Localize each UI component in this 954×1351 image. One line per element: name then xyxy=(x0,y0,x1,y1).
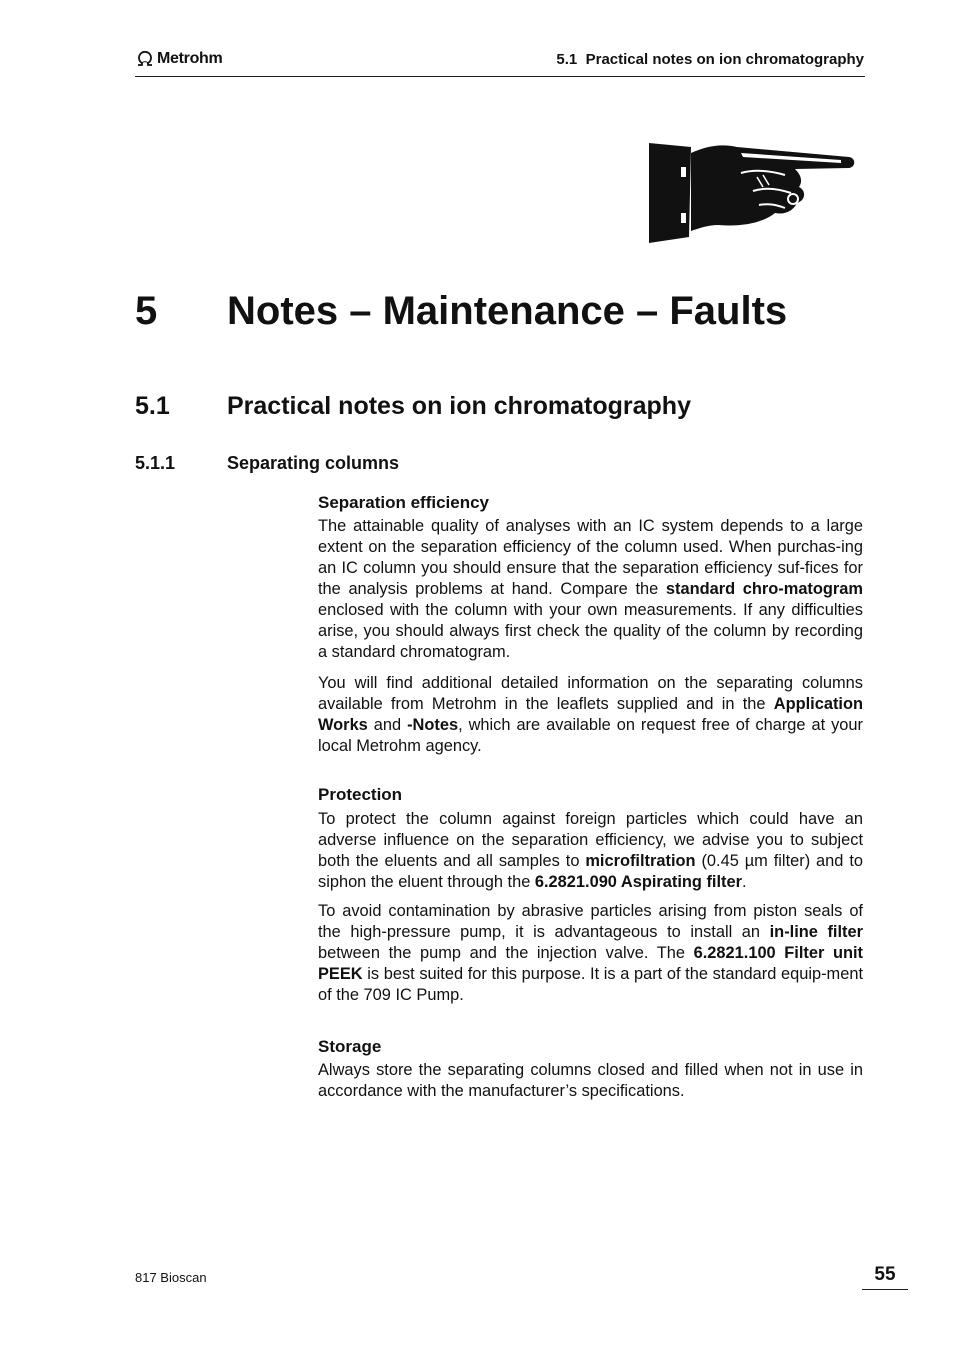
footer-product-name: 817 Bioscan xyxy=(135,1270,207,1285)
brand-name: Metrohm xyxy=(157,50,223,67)
subsection-title: Separating columns xyxy=(227,453,400,473)
separation-efficiency-paragraph-2: You will find additional detailed information on the separating columns available from Metrohm in the leaflets supplied and in the Application Works and -Notes, which are available on request free of charge at your local Metrohm agency. xyxy=(318,674,863,755)
brand-logo xyxy=(135,50,222,68)
section-number: 5.1 xyxy=(135,392,170,420)
separation-efficiency-heading: Separation efficiency xyxy=(318,493,490,512)
section-title: Practical notes on ion chromatography xyxy=(227,392,691,420)
protection-heading: Protection xyxy=(318,785,403,804)
storage-heading: Storage xyxy=(318,1037,382,1056)
chapter-title: Notes – Maintenance – Faults xyxy=(227,289,788,333)
running-header-title: 5.1 Practical notes on ion chromatography xyxy=(556,51,864,68)
chapter-number: 5 xyxy=(135,289,158,333)
subsection-number: 5.1.1 xyxy=(135,453,176,473)
pointing-hand-icon xyxy=(645,133,857,245)
page-number-underline xyxy=(862,1289,908,1290)
storage-paragraph: Always store the separating columns closed and filled when not in use in accordance with the manufacturer’s specifications. xyxy=(318,1061,863,1100)
separation-efficiency-paragraph-1: The attainable quality of analyses with an IC system depends to a large extent on the separation efficiency of the column used. When purchas-ing an IC column you should ensure that the separation efficiency suf-fices for the analysis problems at hand. Compare the standard chro-matogram enclosed with the column with your own measurements. If any difficulties arise, you should always first check the quality of the column by recording a standard chromatogram. xyxy=(318,517,863,661)
page-number: 55 xyxy=(874,1264,896,1285)
metrohm-omega-icon xyxy=(135,51,155,67)
header-divider xyxy=(135,76,865,77)
protection-paragraph-2: To avoid contamination by abrasive particles arising from piston seals of the high-pressure pump, it is advantageous to install an in-line filter between the pump and the injection valve. The 6.2821.100 Filter unit PEEK is best suited for this purpose. It is a part of the standard equip-ment of the 709 IC Pump. xyxy=(318,902,863,1004)
protection-paragraph-1: To protect the column against foreign particles which could have an adverse influence on the separation efficiency, we advise you to subject both the eluents and all samples to microfiltration (0.45 µm filter) and to siphon the eluent through the 6.2821.090 Aspirating filter. xyxy=(318,810,863,891)
